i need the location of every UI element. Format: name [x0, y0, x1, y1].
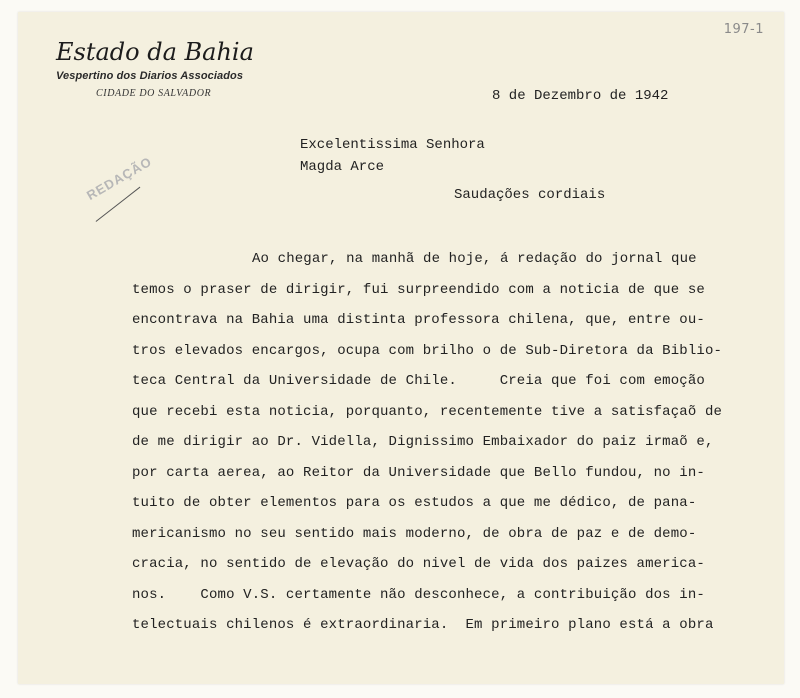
letterhead-subtitle: Vespertino dos Diarios Associados: [56, 70, 244, 82]
greeting: Saudações cordiais: [454, 187, 606, 203]
body-line: Ao chegar, na manhã de hoje, á redação do jornal que: [252, 251, 697, 267]
letter-date: 8 de Dezembro de 1942: [492, 88, 669, 104]
addressee-name: Magda Arce: [300, 159, 385, 175]
body-line: teca Central da Universidade de Chile. Creia que foi com emoção: [132, 373, 705, 389]
letter-body: [132, 244, 752, 641]
letterhead-city: CIDADE DO SALVADOR: [96, 88, 212, 99]
archive-number: 197-1: [723, 22, 764, 37]
body-line: mericanismo no seu sentido mais moderno, de obra de paz e de demo-: [132, 525, 697, 542]
body-line: que recebi esta noticia, porquanto, recentemente tive a satisfaçaõ de: [132, 403, 723, 420]
body-line: telectuais chilenos é extraordinaria. Em primeiro plano está a obra: [132, 617, 714, 633]
body-line: temos o praser de dirigir, fui surpreendido com a noticia de que se: [132, 281, 705, 298]
body-line: de me dirigir ao Dr. Vidella, Dignissimo Embaixador do paiz irmaõ e,: [132, 434, 714, 450]
body-line: nos. Como V.S. certamente não desconhece, a contribuição dos in-: [132, 586, 705, 603]
body-line: tros elevados encargos, ocupa com brilho o de Sub-Diretora da Biblio-: [132, 342, 723, 359]
body-line: tuito de obter elementos para os estudos a que me dédico, de pana-: [132, 495, 697, 511]
redacao-stamp: REDAÇÃO: [84, 153, 155, 203]
body-line: encontrava na Bahia uma distinta professora chilena, que, entre ou-: [132, 312, 705, 328]
addressee-block: [300, 134, 485, 178]
body-line: cracia, no sentido de elevação do nivel de vida dos paizes america-: [132, 556, 705, 572]
letterhead-title: Estado da Bahia: [56, 38, 254, 66]
addressee-title: Excelentissima Senhora: [300, 137, 485, 153]
body-line: por carta aerea, ao Reitor da Universidade que Bello fundou, no in-: [132, 464, 705, 481]
letterhead: [56, 40, 296, 99]
letter-page: [18, 12, 784, 684]
